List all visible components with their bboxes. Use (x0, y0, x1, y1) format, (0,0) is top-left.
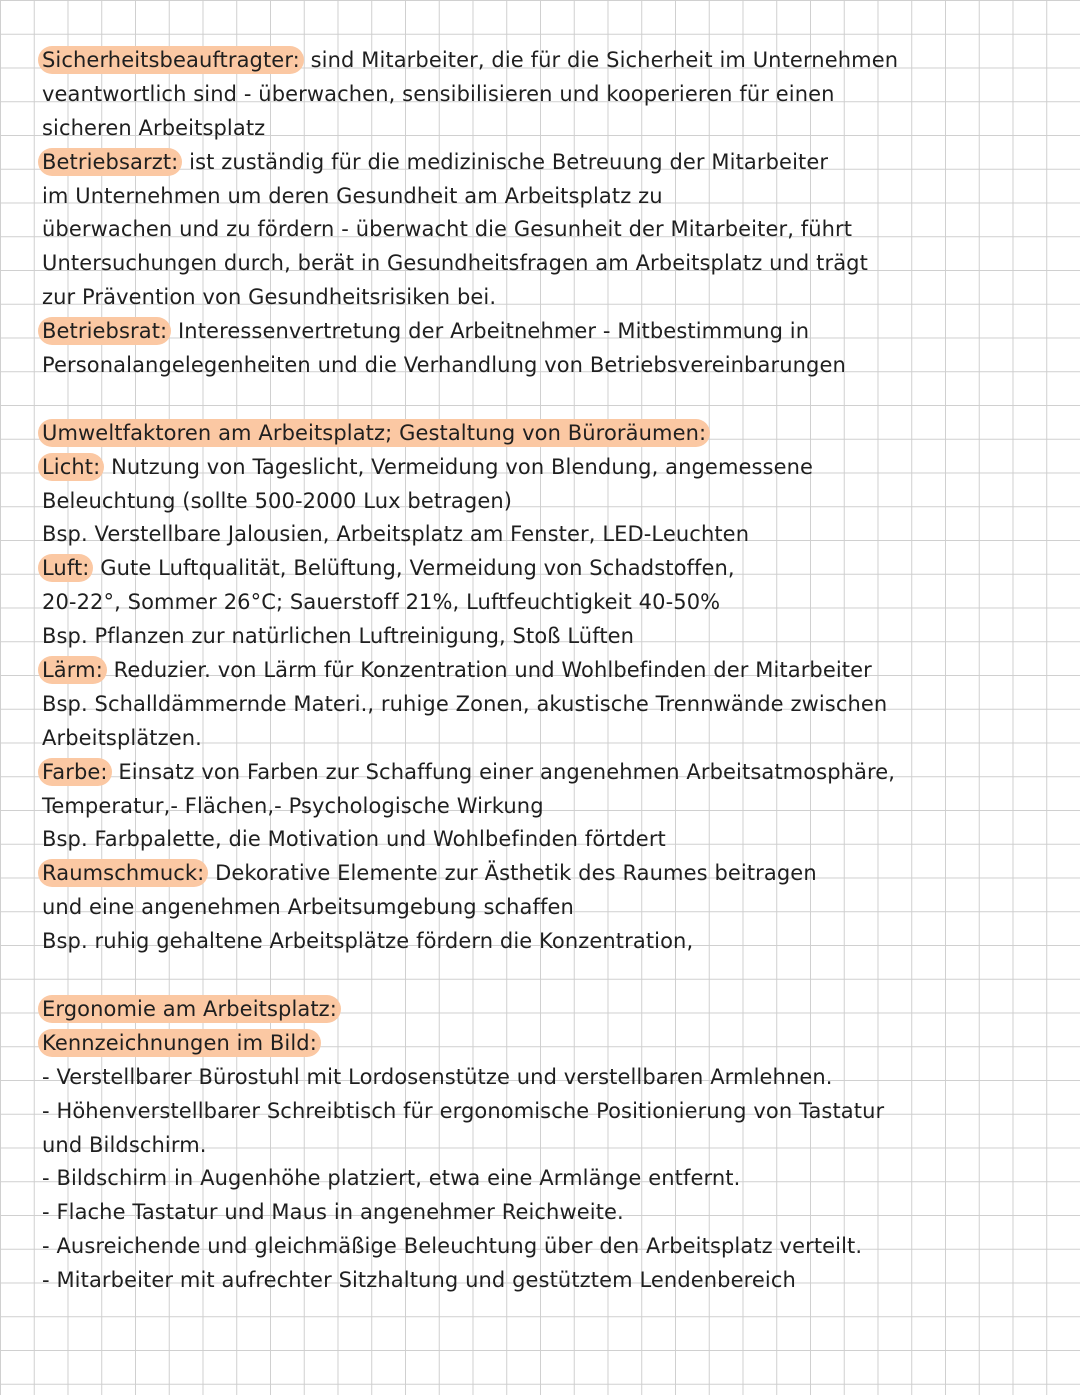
note-line (42, 1027, 1062, 1061)
note-line: sicheren Arbeitsplatz (42, 115, 266, 140)
term-luft: Luft: (38, 554, 93, 582)
note-line (42, 756, 1062, 790)
heading-ergonomie: Ergonomie am Arbeitsplatz: (38, 995, 341, 1023)
note-line: Bsp. Verstellbare Jalousien, Arbeitsplatz am Fenster, LED-Leuchten (42, 522, 750, 547)
note-line: Bsp. Pflanzen zur natürlichen Luftreinigung, Stoß Lüften (42, 624, 635, 649)
list-item: - Höhenverstellbarer Schreibtisch für ergonomische Positionierung von Tastatur (42, 1098, 885, 1123)
note-line (42, 451, 1062, 485)
note-line: überwachen und zu fördern - überwacht die Gesunheit der Mitarbeiter, führt (42, 217, 853, 242)
note-line (42, 993, 1062, 1027)
blank-line (42, 959, 1062, 993)
notes-page (42, 44, 1062, 1298)
list-item: - Mitarbeiter mit aufrechter Sitzhaltung und gestütztem Lendenbereich (42, 1268, 796, 1293)
note-text: Interessenvertretung der Arbeitnehmer - Mitbestimmung in (171, 319, 810, 344)
note-line (42, 654, 1062, 688)
note-line (42, 44, 1062, 78)
term-licht: Licht: (38, 453, 104, 481)
note-text: Gute Luftqualität, Belüftung, Vermeidung von Schadstoffen, (93, 556, 735, 581)
note-line: Bsp. Schalldämmernde Materi., ruhige Zonen, akustische Trennwände zwischen (42, 691, 888, 716)
term-farbe: Farbe: (38, 758, 112, 786)
note-line: 20-22°, Sommer 26°C; Sauerstoff 21%, Luftfeuchtigkeit 40-50% (42, 590, 721, 615)
note-text: Einsatz von Farben zur Schaffung einer angenehmen Arbeitsatmosphäre, (111, 759, 896, 784)
note-line (42, 417, 1062, 451)
term-betriebsarzt: Betriebsarzt: (38, 148, 182, 176)
note-line: im Unternehmen um deren Gesundheit am Arbeitsplatz zu (42, 183, 663, 208)
note-text: Dekorative Elemente zur Ästhetik des Raumes beitragen (208, 861, 817, 886)
note-line (42, 146, 1062, 180)
note-line: Bsp. ruhig gehaltene Arbeitsplätze fördern die Konzentration, (42, 929, 694, 954)
term-sicherheitsbeauftragter: Sicherheitsbeauftragter: (38, 46, 304, 74)
note-line: Bsp. Farbpalette, die Motivation und Wohlbefinden förtdert (42, 827, 666, 852)
heading-kennzeichnungen: Kennzeichnungen im Bild: (38, 1029, 321, 1057)
note-line: Temperatur,- Flächen,- Psychologische Wirkung (42, 793, 544, 818)
note-line: und eine angenehmen Arbeitsumgebung schaffen (42, 895, 574, 920)
term-betriebsrat: Betriebsrat: (38, 317, 171, 345)
blank-line (42, 383, 1062, 417)
note-line (42, 552, 1062, 586)
list-item: - Flache Tastatur und Maus in angenehmer Reichweite. (42, 1200, 624, 1225)
note-text: ist zuständig für die medizinische Betreuung der Mitarbeiter (182, 149, 829, 174)
note-line (42, 857, 1062, 891)
list-item: - Ausreichende und gleichmäßige Beleuchtung über den Arbeitsplatz verteilt. (42, 1234, 863, 1259)
note-line: Untersuchungen durch, berät in Gesundheitsfragen am Arbeitsplatz und trägt (42, 251, 868, 276)
note-line (42, 315, 1062, 349)
note-line: Personalangelegenheiten und die Verhandlung von Betriebsvereinbarungen (42, 353, 846, 378)
note-line: Beleuchtung (sollte 500-2000 Lux betragen) (42, 488, 513, 513)
note-line: veantwortlich sind - überwachen, sensibilisieren und kooperieren für einen (42, 81, 835, 106)
note-text: sind Mitarbeiter, die für die Sicherheit im Unternehmen (303, 48, 899, 72)
list-item: und Bildschirm. (42, 1132, 207, 1157)
term-raumschmuck: Raumschmuck: (38, 859, 208, 887)
note-line: Arbeitsplätzen. (42, 725, 202, 750)
list-item: - Bildschirm in Augenhöhe platziert, etwa eine Armlänge entfernt. (42, 1166, 741, 1191)
note-line: zur Prävention von Gesundheitsrisiken bei. (42, 285, 497, 310)
note-text: Nutzung von Tageslicht, Vermeidung von Blendung, angemessene (104, 454, 814, 479)
term-laerm: Lärm: (38, 656, 107, 684)
list-item: - Verstellbarer Bürostuhl mit Lordosenstütze und verstellbaren Armlehnen. (42, 1064, 833, 1089)
note-text: Reduzier. von Lärm für Konzentration und Wohlbefinden der Mitarbeiter (106, 658, 872, 683)
heading-umweltfaktoren: Umweltfaktoren am Arbeitsplatz; Gestaltung von Büroräumen: (38, 419, 710, 447)
